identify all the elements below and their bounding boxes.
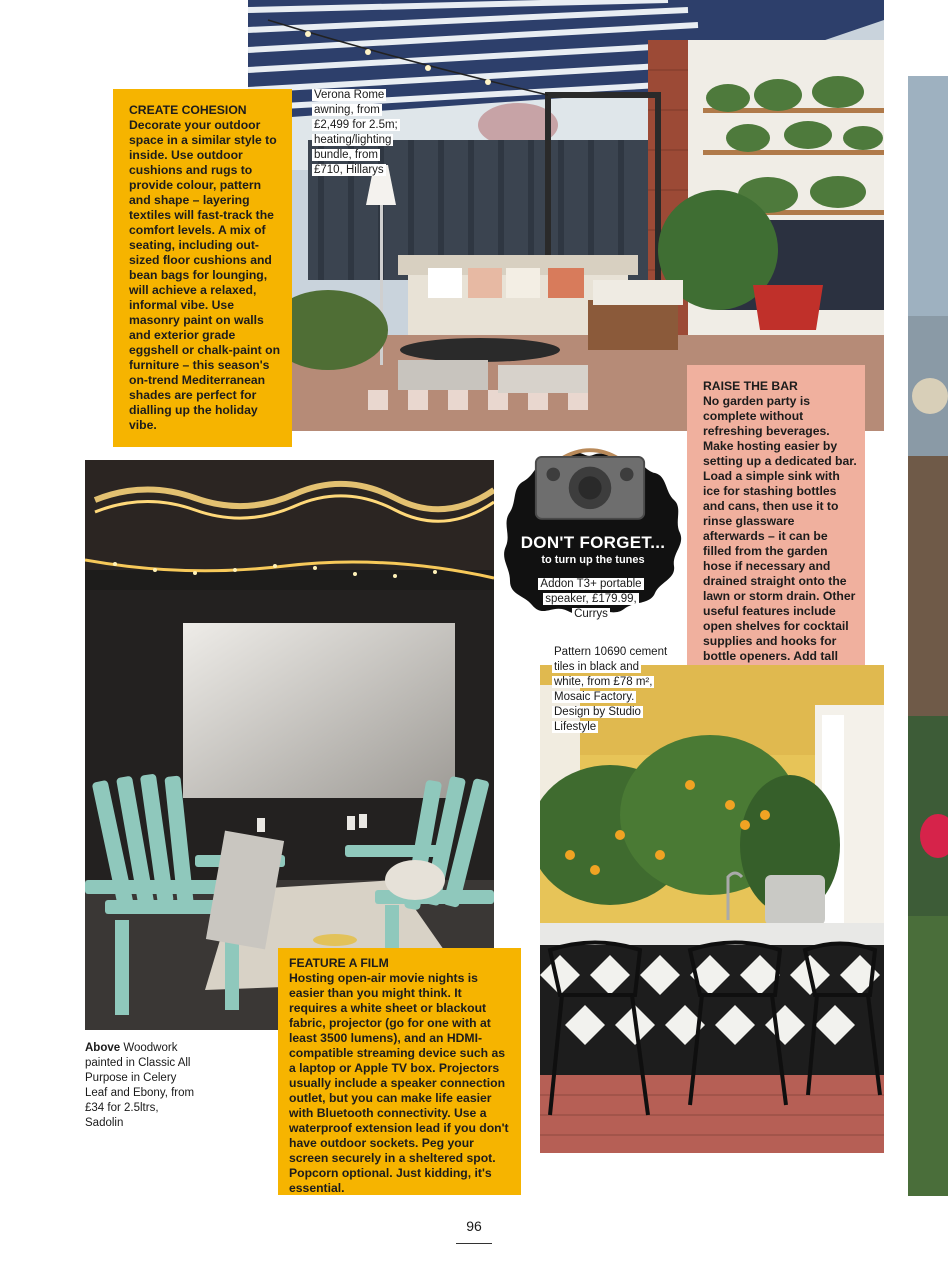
feature-a-film-text: Hosting open-air movie nights is easier than you might think. It requires a white sheet or blackout fabric, projector (go for one with at least 3500 lumens), and an HDMI-compatible streaming device such as a laptop or Apple TV box. Projectors usually include a speaker connection outlet, but you can make life easier with Bluetooth connectivity. Use a waterproof extension lead if you don't have outdoor sockets. Peg your screen securely in a sheltered spot. Popcorn optional. Just kidding, it's essential. [289,971,509,1195]
feature-a-film-box [278,948,521,1195]
raise-the-bar-heading: RAISE THE BAR [703,379,798,393]
create-cohesion-box [113,89,292,447]
right-edge-photo-strip [908,76,948,1196]
woodwork-caption [85,1041,197,1131]
tiles-caption-text: Pattern 10690 cement tiles in black and white, from £78 m², Mosaic Factory. Design by Studio Lifestyle [554,646,668,733]
page-number: 96 [466,1218,482,1234]
woodwork-caption-text: Woodwork painted in Classic All Purpose in Celery Leaf and Ebony, from £34 for 2.5ltrs, Sadolin [85,1042,195,1129]
dont-forget-subtitle: to turn up the tunes [541,554,645,566]
awning-caption-text: Verona Rome awning, from £2,499 for 2.5m; heating/lighting bundle, from £710, Hillarys [314,89,398,176]
outdoor-cinema-photo [85,460,494,1030]
tiles-caption [552,645,668,735]
speaker-caption [532,577,650,622]
awning-caption [312,88,404,178]
raise-the-bar-box [687,365,865,704]
page-number-underline [456,1243,492,1244]
raise-the-bar-text: No garden party is complete without refreshing beverages. Make hosting easier by setting up a dedicated bar. Load a simple sink with ice for stashing bottles and cans, then use it to rinse glassware afterwards – it can be filled from the garden hose if necessary and drained straight onto the lawn or storm drain. Other useful features include open shelves for cocktail supplies and hooks for bottle openers. Add tall [703,394,857,663]
speaker-caption-text: Addon T3+ portable speaker, £179.99, Currys [540,578,642,620]
dont-forget-title: DON'T FORGET... [520,533,666,552]
create-cohesion-heading: CREATE COHESION [129,103,247,117]
speaker-image [532,445,648,523]
create-cohesion-text: Decorate your outdoor space in a similar style to inside. Use outdoor cushions and rugs to provide colour, pattern and shape – layering textiles will fast-track the comfort levels. A mix of seating, including out-sized floor cushions and bean bags for lounging, will achieve a relaxed, informal vibe. Use masonry paint on walls and exterior grade eggshell or chalk-paint on furniture – this season's on-trend Mediterranean shades are perfect for dialling up the holiday vibe. [129,118,281,432]
outdoor-bar-photo [540,665,884,1153]
woodwork-caption-lead: Above [85,1042,121,1054]
feature-a-film-heading: FEATURE A FILM [289,956,389,970]
